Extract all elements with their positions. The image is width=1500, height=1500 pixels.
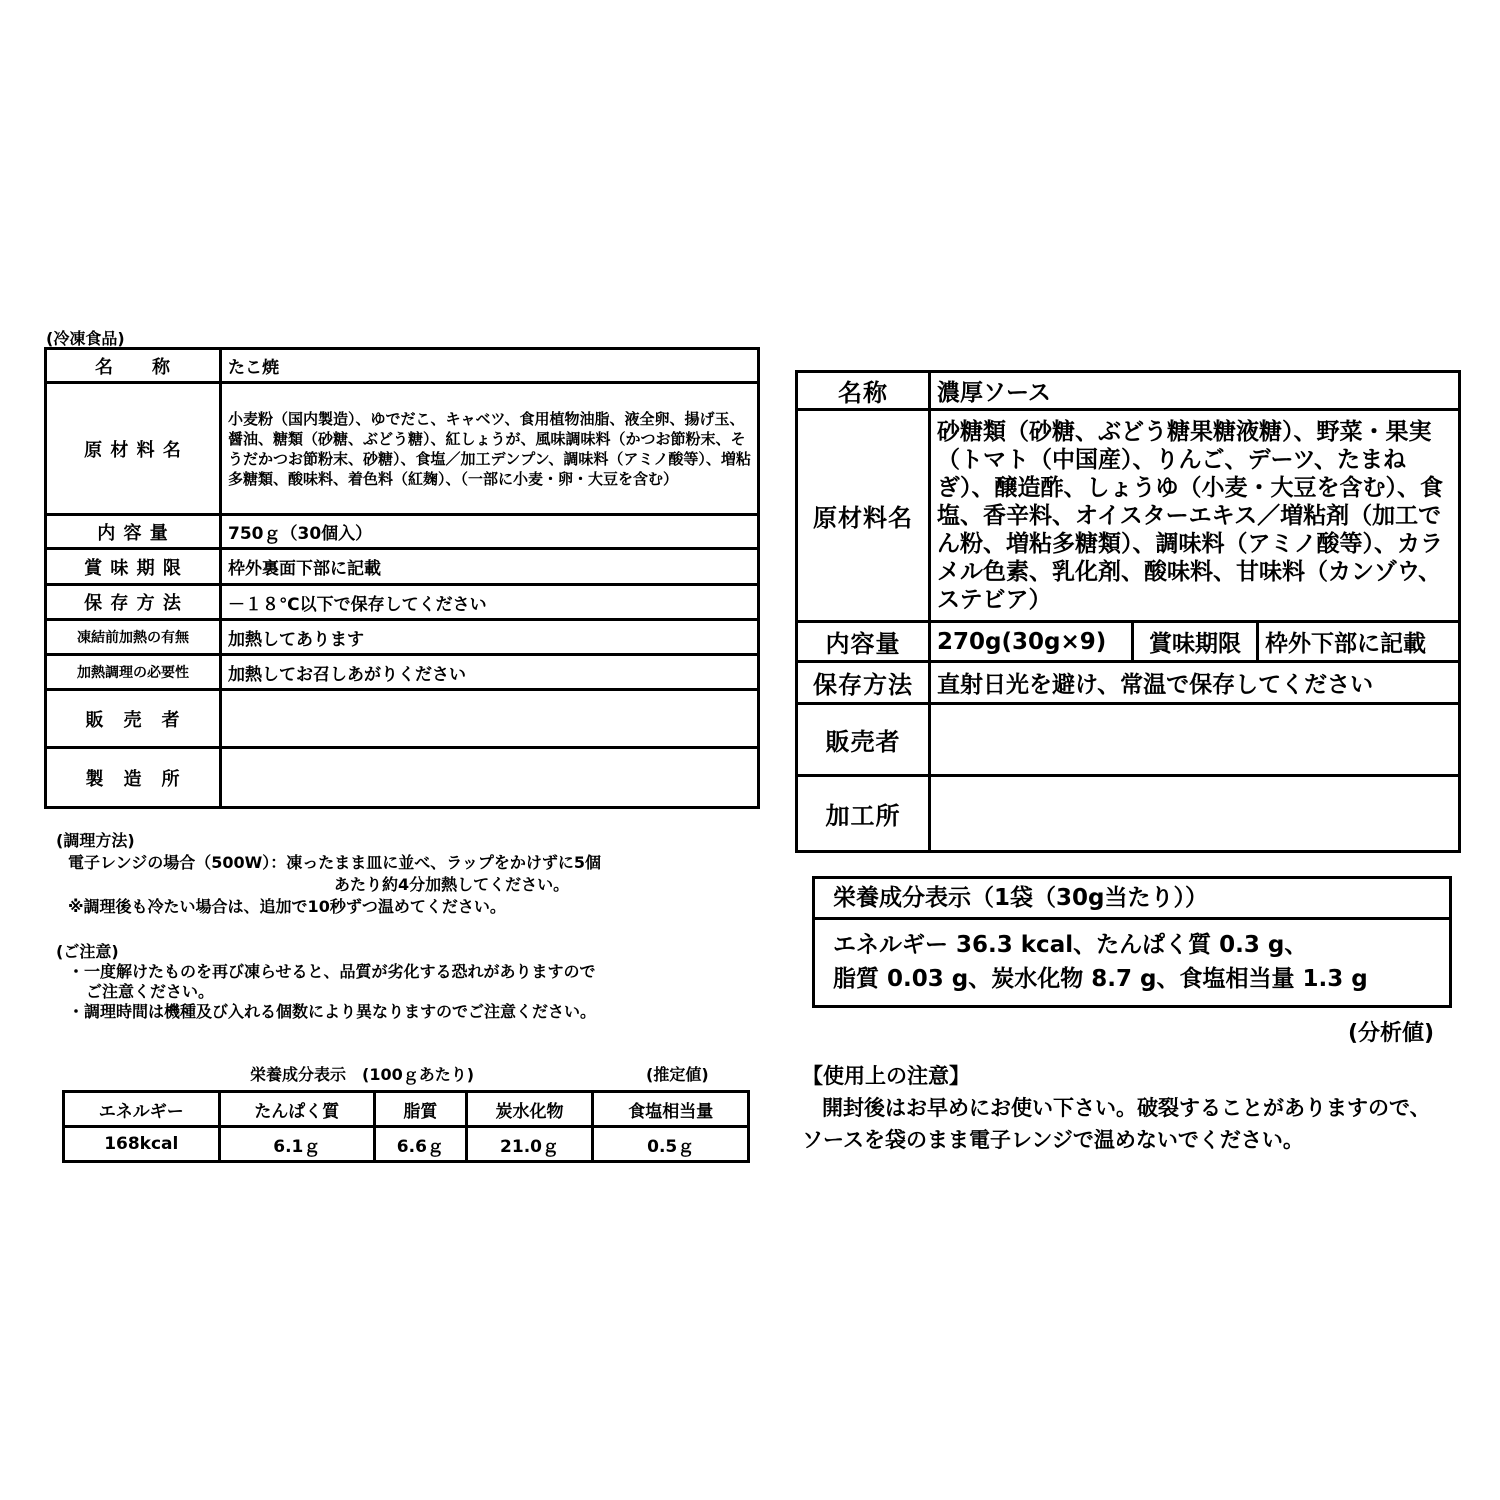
sauce-contents-value: 270g(30g×9) [930,622,1133,662]
sauce-row-ingredients [797,410,1460,622]
takoyaki-label-table [44,347,760,809]
caution-notes [56,942,596,1022]
sauce-row-contents [797,622,1460,662]
caution-line-1: ・一度解けたものを再び凍らせると、品質が劣化する恐れがありますので [68,962,596,981]
nutrition-header-carbs: 炭水化物 [466,1092,593,1127]
row-ingredients [46,383,759,515]
row-heating-required [46,655,759,690]
usage-notes [802,1060,1431,1156]
heated-before-freezing-label: 凍結前加熱の有無 [46,620,221,655]
row-manufacturer [46,748,759,808]
heating-required-label: 加熱調理の必要性 [46,655,221,690]
seller-value [221,690,759,748]
nutrition-header-energy: エネルギー [64,1092,220,1127]
nutrition-header-row [64,1092,749,1127]
heating-required-value: 加熱してお召しあがりください [221,655,759,690]
nutrition-value-energy: 168kcal [64,1127,220,1162]
name-label: 名 称 [46,349,221,383]
row-storage [46,585,759,620]
sauce-storage-value: 直射日光を避け、常温で保存してください [930,662,1460,704]
sauce-nutrition-title: 栄養成分表示（1袋（30g当たり）） [815,879,1449,920]
nutrition-value-protein: 6.1ｇ [219,1127,375,1162]
best-before-label: 賞 味 期 限 [46,549,221,585]
nutrition-note: (推定値) [646,1065,709,1084]
frozen-food-label: (冷凍食品) [46,329,125,348]
cooking-instructions [56,830,601,918]
storage-label: 保 存 方 法 [46,585,221,620]
sauce-nutrition-note: (分析値) [1348,1021,1435,1046]
nutrition-title: 栄養成分表示 (100ｇあたり) [250,1065,475,1084]
nutrition-value-fat: 6.6ｇ [375,1127,467,1162]
cooking-title: (調理方法) [56,831,135,850]
cooking-line-3: ※調理後も冷たい場合は、追加で10秒ずつ温めてください。 [68,897,506,916]
sauce-nutrition-box [812,876,1452,1008]
row-name [46,349,759,383]
usage-line-2: ソースを袋のまま電子レンジで温めないでください。 [802,1128,1304,1152]
contents-value: 750ｇ（30個入） [221,515,759,549]
sauce-row-processor [797,776,1460,852]
name-value: たこ焼 [221,349,759,383]
sauce-nutrition-line-2: 脂質 0.03 g、炭水化物 8.7 g、食塩相当量 1.3 g [833,966,1368,992]
row-seller [46,690,759,748]
nutrition-table [62,1090,750,1163]
sauce-seller-label: 販売者 [797,704,930,776]
sauce-row-storage [797,662,1460,704]
sauce-processor-label: 加工所 [797,776,930,852]
sauce-row-name [797,372,1460,410]
manufacturer-value [221,748,759,808]
storage-value: －１８℃以下で保存してください [221,585,759,620]
nutrition-value-row [64,1127,749,1162]
row-heated-before-freezing [46,620,759,655]
sauce-row-seller [797,704,1460,776]
sauce-ingredients-label: 原材料名 [797,410,930,622]
caution-title: (ご注意) [56,942,119,961]
row-best-before [46,549,759,585]
heated-before-freezing-value: 加熱してあります [221,620,759,655]
cooking-line-1: 電子レンジの場合（500W）：凍ったまま皿に並べ、ラップをかけずに5個 [68,853,602,872]
sauce-nutrition-line-1: エネルギー 36.3 kcal、たんぱく質 0.3 g、 [833,932,1308,958]
sauce-ingredients-value: 砂糖類（砂糖、ぶどう糖果糖液糖）、野菜・果実（トマト（中国産）、りんご、デーツ、たまねぎ）、醸造酢、しょうゆ（小麦・大豆を含む）、食塩、香辛料、オイスターエキス／増粘剤（加工でん粉、増粘多糖類）、調味料（アミノ酸等）、カラメル色素、乳化剤、酸味料、甘味料（カンゾウ、ステビア） [930,410,1460,622]
sauce-label-table [795,370,1461,853]
contents-label: 内 容 量 [46,515,221,549]
best-before-value: 枠外裏面下部に記載 [221,549,759,585]
sauce-processor-value [930,776,1460,852]
sauce-nutrition-body [815,920,1449,996]
nutrition-header-fat: 脂質 [375,1092,467,1127]
usage-title: 【使用上の注意】 [802,1064,970,1088]
sauce-best-before-label: 賞味期限 [1133,622,1258,662]
caution-line-2: ご注意ください。 [86,982,215,1001]
ingredients-label: 原 材 料 名 [46,383,221,515]
seller-label: 販 売 者 [46,690,221,748]
sauce-name-value: 濃厚ソース [930,372,1460,410]
nutrition-value-salt: 0.5ｇ [593,1127,749,1162]
nutrition-value-carbs: 21.0ｇ [466,1127,593,1162]
usage-line-1: 開封後はお早めにお使い下さい。破裂することがありますので、 [822,1096,1431,1120]
nutrition-header-protein: たんぱく質 [219,1092,375,1127]
nutrition-header-salt: 食塩相当量 [593,1092,749,1127]
sauce-contents-label: 内容量 [797,622,930,662]
cooking-line-2: あたり約4分加熱してください。 [334,875,570,894]
manufacturer-label: 製 造 所 [46,748,221,808]
sauce-best-before-value: 枠外下部に記載 [1258,622,1460,662]
sauce-storage-label: 保存方法 [797,662,930,704]
ingredients-value: 小麦粉（国内製造）、ゆでだこ、キャベツ、食用植物油脂、液全卵、揚げ玉、醤油、糖類（砂糖、ぶどう糖）、紅しょうが、風味調味料（かつお節粉末、そうだかつお節粉末、砂糖）、食塩／加工デンプン、調味料（アミノ酸等）、増粘多糖類、酸味料、着色料（紅麹）、（一部に小麦・卵・大豆を含む） [221,383,759,515]
caution-line-3: ・調理時間は機種及び入れる個数により異なりますのでご注意ください。 [68,1002,597,1021]
row-contents [46,515,759,549]
sauce-seller-value [930,704,1460,776]
sauce-name-label: 名称 [797,372,930,410]
